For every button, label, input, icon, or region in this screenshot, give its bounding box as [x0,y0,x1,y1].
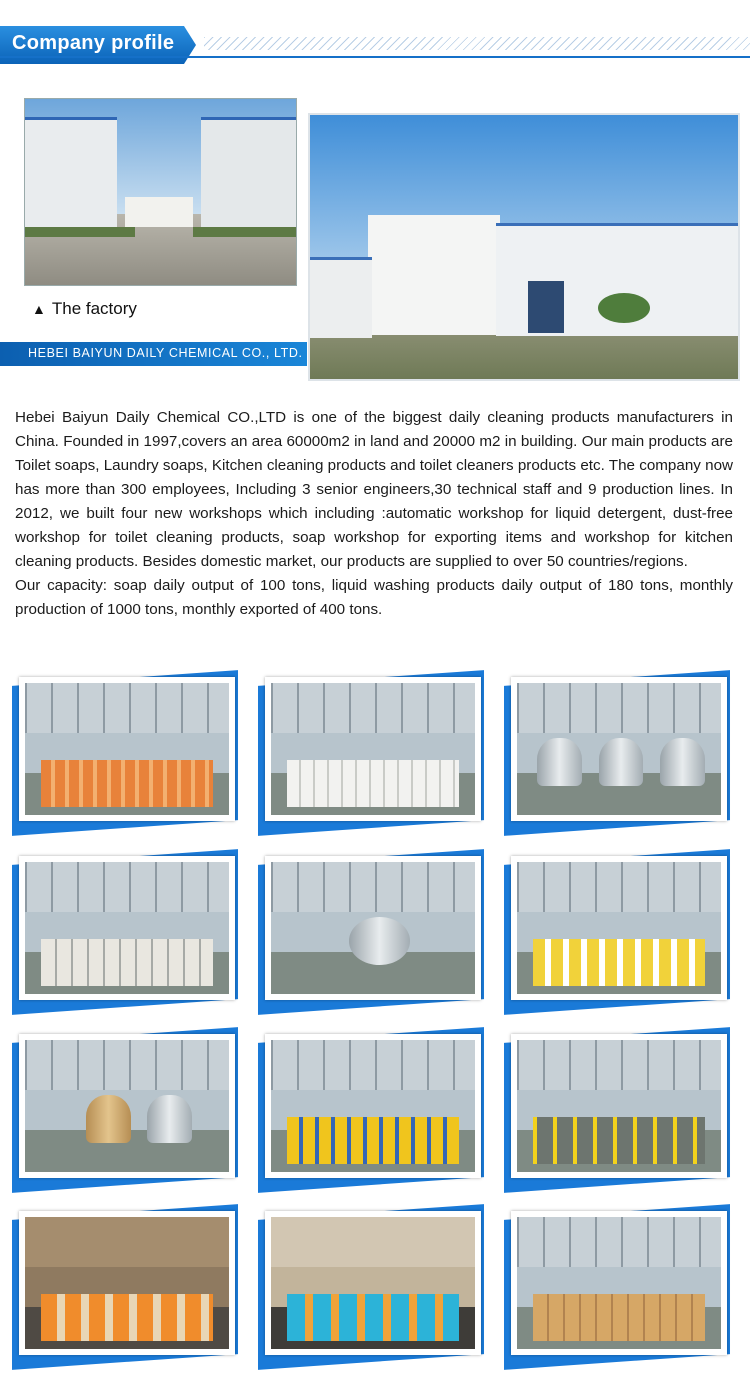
workshop-photo-white-trays [262,674,482,824]
section-title: Company profile [12,32,175,54]
header-rule [0,56,750,58]
workshop-photo-packaging [16,1208,236,1358]
workshop-photo-mixing-tanks [508,674,728,824]
description-paragraph: Hebei Baiyun Daily Chemical CO.,LTD is one of the biggest daily cleaning products manufacturers in China. Founded in 1997,covers an area 60000m2 in land and 20000 m2 in building. Our main products are Toilet soaps, Laundry soaps, Kitchen cleaning products and toilet cleaners products etc. The company now has more than 300 employees, Including 3 senior engineers,30 technical staff and 9 production lines. In 2012, we built four new workshops which including :automatic workshop for liquid detergent, dust-free workshop for toilet cleaning products, soap workshop for exporting items and workshop for kitchen cleaning products. Besides domestic market, our products are supplied to over 50 countries/regions. [15,409,733,570]
header-decoration [204,37,750,50]
factory-caption [32,299,137,319]
workshop-photo-soap-racks [16,674,236,824]
workshop-photo-conveyor [16,853,236,1003]
workshop-photo-warehouse [508,1208,728,1358]
workshop-photo-worker-line [262,1208,482,1358]
workshop-photo-bottling-line [508,853,728,1003]
factory-courtyard-photo [24,98,297,286]
workshop-photo-water-treatment [16,1031,236,1181]
factory-building-photo [308,113,740,381]
factory-caption-text: The factory [51,299,137,318]
triangle-icon: ▲ [32,301,46,317]
company-description [15,406,733,622]
company-name: HEBEI BAIYUN DAILY CHEMICAL CO., LTD. [28,346,303,360]
workshop-photo-filling-machine [262,1031,482,1181]
workshop-photo-reactor-platform [508,1031,728,1181]
capacity-paragraph: Our capacity: soap daily output of 100 tons, liquid washing products daily output of 180 tons, monthly production of 1000 tons, monthly exported of 400 tons. [15,577,733,618]
workshop-photo-soap-machine [262,853,482,1003]
section-header [0,0,750,70]
